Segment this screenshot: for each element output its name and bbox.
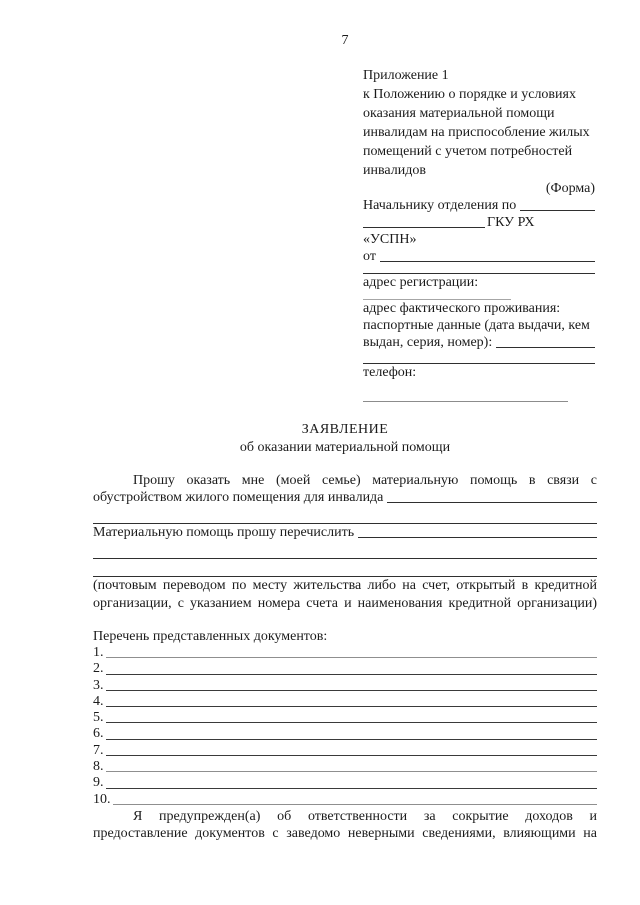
transfer-label: Материальную помощь прошу перечислить: [93, 525, 355, 540]
transfer-note-line2: организации, с указанием номера счета и наименования кредитной организации): [93, 595, 597, 611]
document-list-row: [93, 726, 597, 742]
document-list-row: [93, 694, 597, 710]
residence-address-label: адрес фактического проживания:: [363, 301, 561, 316]
document-list-row: [93, 710, 597, 726]
document-item-field-line: [106, 678, 598, 691]
document-list-row: [93, 775, 597, 791]
documents-list-heading: Перечень представленных документов:: [93, 629, 328, 644]
title-block: [93, 421, 597, 457]
document-list-row: [93, 661, 597, 677]
applicant-name-field-line: [380, 248, 595, 262]
document-item-number: 4.: [93, 693, 104, 709]
department-field-line-2: [363, 214, 485, 228]
appendix-note-line: помещений с учетом потребностей: [363, 144, 573, 159]
document-list-row: [93, 645, 597, 661]
document-item-number: 1.: [93, 645, 104, 660]
warning-paragraph-line2: предоставление документов с заведомо неверными сведениями, влияющими на: [93, 825, 597, 841]
document-item-number: 9.: [93, 775, 104, 791]
from-line: [363, 248, 595, 265]
spacer: [93, 612, 597, 628]
appendix-note-line: инвалидов: [363, 163, 426, 178]
document-item-number: 3.: [93, 677, 104, 693]
document-title: ЗАЯВЛЕНИЕ: [301, 422, 389, 437]
passport-field-line: [496, 334, 595, 348]
applicant-name-field-line-2: [363, 265, 595, 274]
warning-paragraph-line1: Я предупрежден(а) об ответственности за сокрытие доходов и: [133, 808, 597, 824]
document-item-number: 10.: [93, 791, 111, 807]
transfer-method-field-line: [358, 524, 597, 538]
document-item-field-line: [106, 661, 598, 674]
org-name-label: ГКУ РХ: [487, 215, 535, 230]
appendix-note-line: оказания материальной помощи: [363, 106, 555, 121]
document-item-number: 6.: [93, 726, 104, 742]
document-item-field-line: [106, 775, 598, 788]
document-item-field-line: [113, 792, 598, 805]
document-item-number: 8.: [93, 759, 104, 775]
appendix-note-line: Приложение 1: [363, 68, 449, 83]
document-item-field-line: [106, 759, 598, 772]
document-item-number: 7.: [93, 742, 104, 758]
from-label: от: [363, 249, 376, 264]
passport-data-label-line2: выдан, серия, номер):: [363, 335, 493, 350]
addressee-to-label: Начальнику отделения по: [363, 198, 517, 213]
document-subtitle: об оказании материальной помощи: [239, 440, 451, 455]
transfer-method-field-line-3: [93, 559, 597, 577]
document-item-field-line: [106, 710, 598, 723]
org-quoted-name-label: «УСПН»: [363, 232, 417, 247]
registration-address-field-line: [363, 291, 511, 300]
document-item-field-line: [106, 645, 598, 658]
application-body: [93, 472, 597, 842]
appendix-note-line: к Положению о порядке и условиях: [363, 87, 576, 102]
page-number: 7: [341, 33, 349, 48]
request-paragraph-line1: Прошу оказать мне (моей семье) материальную помощь в связи с: [133, 473, 597, 488]
transfer-line: [93, 524, 597, 541]
addressee-to-line: [363, 197, 595, 214]
passport-field-line-2: [363, 351, 595, 364]
document-list-row: [93, 759, 597, 775]
document-item-field-line: [106, 694, 598, 707]
passport-data-label-line1: паспортные данные (дата выдачи, кем: [363, 318, 590, 333]
invalid-name-field-line: [387, 489, 597, 503]
passport-data-line2: [363, 334, 595, 351]
document-list-row: [93, 743, 597, 759]
invalid-name-field-line-2: [93, 506, 597, 524]
document-list-row: [93, 678, 597, 694]
document-list-row: [93, 792, 597, 808]
document-item-number: 5.: [93, 710, 104, 726]
documents-list: [93, 645, 597, 808]
phone-field-line: [363, 381, 568, 402]
document-item-field-line: [106, 743, 598, 756]
request-paragraph-line2: [93, 489, 597, 506]
document-item-field-line: [106, 726, 598, 739]
registration-address-label: адрес регистрации:: [363, 275, 479, 290]
department-field-line: [520, 197, 595, 211]
transfer-method-field-line-2: [93, 541, 597, 559]
appendix-and-addressee-block: [363, 66, 595, 402]
transfer-note-line1: (почтовым переводом по месту жительства либо на счет, открытый в кредитной: [93, 578, 597, 593]
form-label: (Форма): [545, 181, 595, 196]
appendix-note-line: инвалидам на приспособление жилых: [363, 125, 590, 140]
document-item-number: 2.: [93, 661, 104, 677]
addressee-org-line: [363, 214, 595, 231]
request-paragraph-line2-text: обустройством жилого помещения для инвалида: [93, 490, 384, 505]
phone-label: телефон:: [363, 365, 417, 380]
